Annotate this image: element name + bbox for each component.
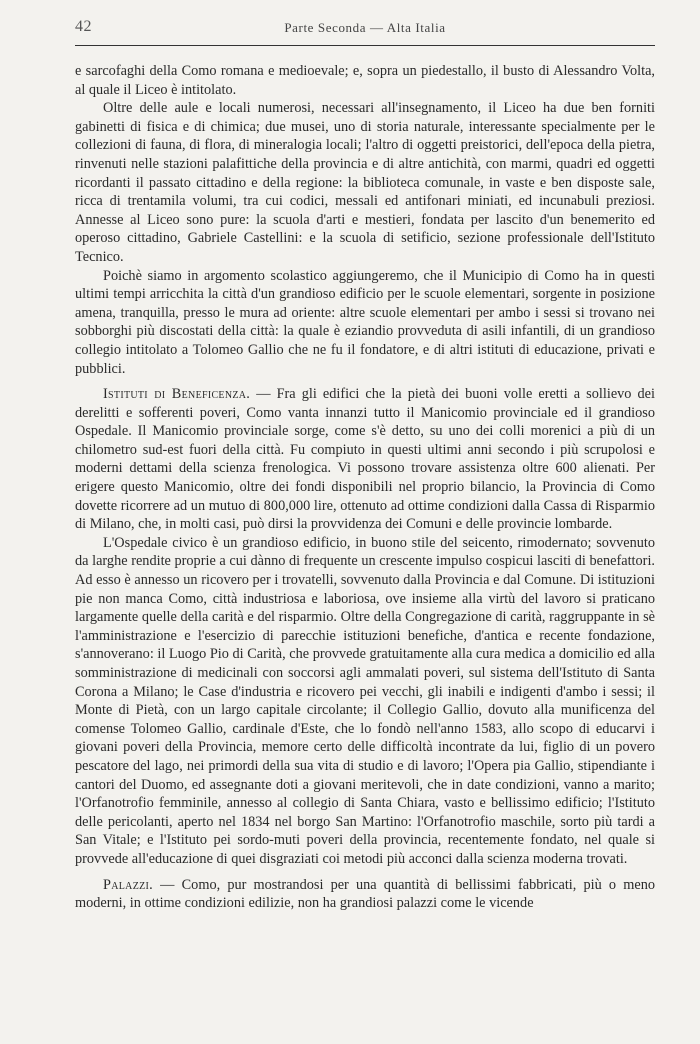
paragraph-continuation: e sarcofaghi della Como romana e medioevale; e, sopra un piedestallo, il busto di Alessandro Volta, al quale il Liceo è intitolato. (75, 63, 655, 98)
paragraph-ospedale: L'Ospedale civico è un grandioso edificio, in buono stile del seicento, rimodernato; sovvenuto da larghe rendite proprie a cui dànno di frequente un crescente impulso cospicui lasciti di benefattori. Ad esso è annesso un ricovero per i trovatelli, sovvenuto dalla Provincia e dal Comune. Di istituzioni pie non manca Como, città industriosa e laboriosa, ove insieme alla virtù del lavoro si praticano largamente quelle della carità e del risparmio. Oltre della Congregazione di carità, raggruppante in sè l'amministrazione e l'esercizio di parecchie istituzioni benefiche, d'antica e recente fondazione, s'annoverano: il Luogo Pio di Carità, che provvede gratuitamente alla cura medica a domicilio ed alla somministrazione di medicinali con soccorsi agli ammalati poveri, sul sistema dell'Istituto di Santa Corona a Milano; le Case d'industria e ricovero pei vecchi, gli inabili e indigenti d'ambo i sessi; il Monte di Pietà, con un largo capitale circolante; il Collegio Gallio, dovuto alla munificenza del comense Tolomeo Gallio, cardinale d'Este, che lo fondò nell'anno 1583, allo scopo di educarvi i giovani poveri della Provincia, memore certo delle difficoltà incontrate da lui, figlio di un povero pescatore del lago, nei primordi della sua vita di studio e di lavoro; l'Opera pia Gallio, stipendiante i cantori del Duomo, ed assegnante doti a giovani meritevoli, che in date condizioni, vanno a marito; l'Orfanotrofio femminile, annesso al collegio di Santa Chiara, vasto e bellissimo edificio; l'Istituto delle pericolanti, aperto nel 1834 nel borgo San Martino: l'Orfanotrofio maschile, sorto più tardi a San Vitale; e l'Istituto pei sordo-muti poveri della provincia, recentemente fondato, nel quale si provvede all'educazione di quei disgraziati coi metodi più acconci dalla scienza moderna trovati. (75, 534, 655, 867)
page-number: 42 (75, 18, 92, 35)
header-rule (75, 45, 655, 46)
section-palazzi (75, 876, 655, 913)
paragraph-scuole: Poichè siamo in argomento scolastico aggiungeremo, che il Municipio di Como ha in questi ultimi tempi arricchita la città d'un grandioso edificio per le scuole elementari, sorgente in posizione amena, tranquilla, presso le mura ad oriente: altre scuole elementari per ambo i sessi si trovano nei sobborghi più discostati della città: la quale è eziandio provveduta di asili infantili, di un grandioso collegio intitolato a Tolomeo Gallio che ne fu il fondatore, e di altri istituti di educazione, privati e pubblici. (75, 267, 655, 377)
section-heading-palazzi: Palazzi. (103, 876, 154, 893)
page-body (75, 62, 655, 913)
paragraph-palazzi: — Como, pur mostrandosi per una quantità di bellissimi fabbricati, più o meno moderni, in ottime condizioni edilizie, non ha grandiosi palazzi come le vicende (75, 876, 655, 912)
section-heading-beneficenza: Istituti di Beneficenza. (103, 386, 251, 403)
running-title: Parte Seconda — Alta Italia (284, 20, 446, 35)
paragraph-manicomio: — Fra gli edifici che la pietà dei buoni volle eretti a sollievo dei derelitti e sofferenti poveri, Como vanta innanzi tutto il Manicomio provinciale ed il grandioso Ospedale. Il Manicomio provinciale sorge, come s'è detto, su uno dei colli morenici a più di un chilometro sud-est fuori della città. Fu compiuto in questi ultimi anni secondo i più scrupolosi e moderni dettami della scienza frenologica. Vi possono trovare assistenza oltre 600 alienati. Per erigere questo Manicomio, oltre dei fondi disponibili nel proprio bilancio, la Provincia di Como dovette ricorrere ad un mutuo di 800,000 lire, ottenuto ad ottime condizioni dalla Cassa di Risparmio di Milano, che, in molti casi, può dirsi la provvidenza dei Comuni e delle provincie lombarde. (75, 386, 655, 533)
section-beneficenza (75, 385, 655, 534)
page-header (75, 18, 655, 40)
paragraph-liceo: Oltre delle aule e locali numerosi, necessari all'insegnamento, il Liceo ha due ben forniti gabinetti di fisica e di chimica; due musei, uno di storia naturale, interessante specialmente per le collezioni di fauna, di flora, di mineralogia locali; l'altro di oggetti preistorici, dell'epoca della pietra, rinvenuti nelle stazioni palafittiche della provincia e di altre antichità, con marmi, quadri ed oggetti ricordanti il passato cittadino e della regione: la biblioteca comunale, in vaste e ben disposte sale, ricca di trentamila volumi, tra cui codici, messali ed antifonari miniati, ed incunabuli preziosi. Annesse al Liceo sono pure: la scuola d'arti e mestieri, fondata per lascito d'un benemerito ed operoso cittadino, Gabriele Castellini: e la scuola di setificio, sezione professionale dell'Istituto Tecnico. (75, 100, 655, 265)
